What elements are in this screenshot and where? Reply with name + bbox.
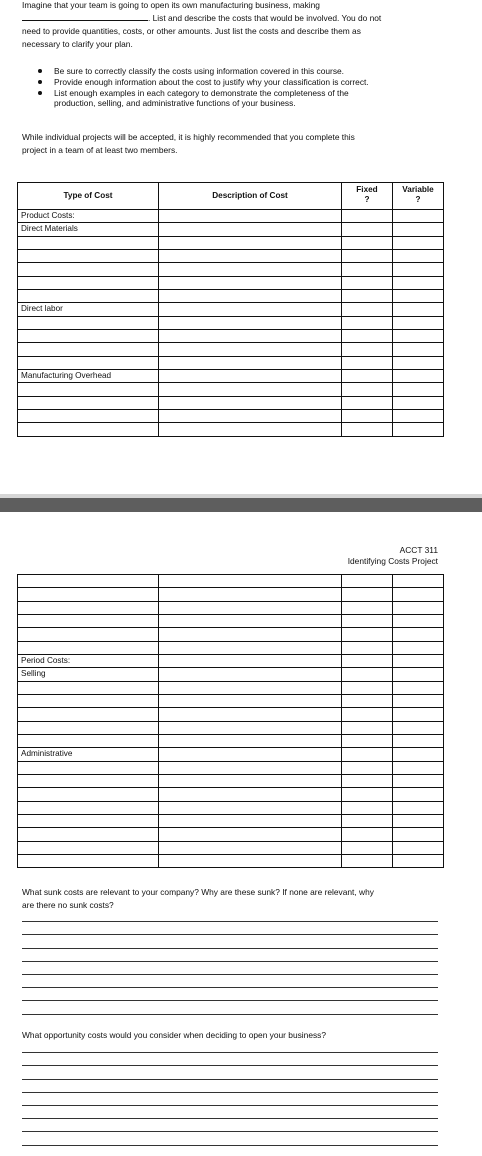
description-cell[interactable] [159, 588, 342, 601]
variable-cell[interactable] [393, 722, 444, 735]
variable-cell[interactable] [393, 802, 444, 815]
type-cell[interactable] [18, 290, 159, 303]
course-code: ACCT 311 [399, 545, 438, 555]
variable-cell[interactable] [393, 762, 444, 775]
description-cell[interactable] [159, 210, 342, 223]
table-row [18, 290, 444, 303]
opportunity-question: What opportunity costs would you consider when deciding to open your business? [22, 1030, 327, 1040]
fixed-cell[interactable] [342, 802, 393, 815]
type-cell[interactable] [18, 735, 159, 748]
header-variable: Variable ? [393, 183, 444, 210]
fixed-cell[interactable] [342, 828, 393, 841]
bullet-item: List enough examples in each category to demonstrate the completeness of the production, selling, and administrative functions of your business. [36, 88, 436, 108]
bullet-item: Provide enough information about the cost to justify why your classification is correct. [36, 77, 436, 87]
header-type-of-cost: Type of Cost [18, 183, 159, 210]
fixed-cell[interactable] [342, 423, 393, 436]
answer-line[interactable] [22, 935, 438, 948]
description-cell[interactable] [159, 628, 342, 641]
description-cell[interactable] [159, 277, 342, 290]
variable-cell[interactable] [393, 628, 444, 641]
table-row [18, 397, 444, 410]
description-cell[interactable] [159, 735, 342, 748]
type-cell[interactable] [18, 575, 159, 588]
type-cell[interactable] [18, 263, 159, 276]
intro-line-4: necessary to clarify your plan. [22, 39, 133, 49]
table-row [18, 842, 444, 855]
fixed-cell[interactable] [342, 655, 393, 668]
type-cell[interactable] [18, 815, 159, 828]
variable-cell[interactable] [393, 655, 444, 668]
answer-line[interactable] [22, 988, 438, 1001]
table-row [18, 788, 444, 801]
table-row [18, 330, 444, 343]
fixed-cell[interactable] [342, 615, 393, 628]
variable-cell[interactable] [393, 615, 444, 628]
answer-line[interactable] [22, 962, 438, 975]
table-row [18, 303, 444, 316]
variable-cell[interactable] [393, 828, 444, 841]
table-row [18, 682, 444, 695]
fixed-cell[interactable] [342, 602, 393, 615]
fixed-cell[interactable] [342, 330, 393, 343]
description-cell[interactable] [159, 615, 342, 628]
header-description: Description of Cost [159, 183, 342, 210]
blank-line[interactable] [22, 13, 148, 21]
type-cell[interactable] [18, 628, 159, 641]
cost-table-page-1 [17, 182, 444, 437]
description-cell[interactable] [159, 668, 342, 681]
description-cell[interactable] [159, 383, 342, 396]
variable-cell[interactable] [393, 575, 444, 588]
table-row [18, 748, 444, 761]
table-row [18, 615, 444, 628]
row-label: Product Costs: [18, 210, 159, 223]
intro-line-2 [22, 13, 381, 23]
description-cell[interactable] [159, 855, 342, 868]
opportunity-answer-lines[interactable] [22, 1040, 438, 1146]
description-cell[interactable] [159, 748, 342, 761]
answer-line[interactable] [22, 922, 438, 935]
fixed-cell[interactable] [342, 370, 393, 383]
description-cell[interactable] [159, 762, 342, 775]
description-cell[interactable] [159, 775, 342, 788]
team-note-line-1: While individual projects will be accepted, it is highly recommended that you complete this [22, 132, 355, 142]
fixed-cell[interactable] [342, 775, 393, 788]
intro-line-2-text: . List and describe the costs that would be involved. You do not [148, 13, 382, 23]
fixed-cell[interactable] [342, 762, 393, 775]
type-cell[interactable] [18, 357, 159, 370]
table-row [18, 210, 444, 223]
description-cell[interactable] [159, 330, 342, 343]
header-fixed: Fixed ? [342, 183, 393, 210]
page-break-divider [0, 498, 482, 512]
row-label: Selling [18, 668, 159, 681]
type-cell[interactable] [18, 397, 159, 410]
table-row [18, 277, 444, 290]
row-label: Direct Materials [18, 223, 159, 236]
description-cell[interactable] [159, 655, 342, 668]
team-note-line-2: project in a team of at least two members. [22, 145, 178, 155]
description-cell[interactable] [159, 223, 342, 236]
table-row [18, 655, 444, 668]
table-row [18, 370, 444, 383]
fixed-cell[interactable] [342, 383, 393, 396]
table-row [18, 223, 444, 236]
table-row [18, 588, 444, 601]
description-cell[interactable] [159, 802, 342, 815]
type-cell[interactable] [18, 343, 159, 356]
table-row [18, 343, 444, 356]
variable-cell[interactable] [393, 695, 444, 708]
table-row [18, 695, 444, 708]
table-header-row [18, 183, 444, 210]
description-cell[interactable] [159, 290, 342, 303]
fixed-cell[interactable] [342, 303, 393, 316]
description-cell[interactable] [159, 410, 342, 423]
answer-line[interactable] [22, 909, 438, 922]
variable-cell[interactable] [393, 370, 444, 383]
description-cell[interactable] [159, 682, 342, 695]
variable-cell[interactable] [393, 357, 444, 370]
type-cell[interactable] [18, 250, 159, 263]
description-cell[interactable] [159, 357, 342, 370]
fixed-cell[interactable] [342, 343, 393, 356]
answer-line[interactable] [22, 1119, 438, 1132]
answer-line[interactable] [22, 1040, 438, 1053]
type-cell[interactable] [18, 695, 159, 708]
description-cell[interactable] [159, 423, 342, 436]
bullet-icon [38, 91, 42, 95]
type-cell[interactable] [18, 708, 159, 721]
type-cell[interactable] [18, 788, 159, 801]
table-row [18, 250, 444, 263]
variable-cell[interactable] [393, 682, 444, 695]
type-cell[interactable] [18, 828, 159, 841]
table-row [18, 762, 444, 775]
sunk-question-line-1: What sunk costs are relevant to your company? Why are these sunk? If none are relevant, why [22, 887, 374, 897]
table-row [18, 735, 444, 748]
description-cell[interactable] [159, 815, 342, 828]
variable-cell[interactable] [393, 423, 444, 436]
fixed-cell[interactable] [342, 250, 393, 263]
fixed-cell[interactable] [342, 628, 393, 641]
fixed-cell[interactable] [342, 237, 393, 250]
variable-cell[interactable] [393, 303, 444, 316]
variable-cell[interactable] [393, 788, 444, 801]
type-cell[interactable] [18, 330, 159, 343]
variable-cell[interactable] [393, 735, 444, 748]
description-cell[interactable] [159, 343, 342, 356]
table-row [18, 668, 444, 681]
variable-cell[interactable] [393, 410, 444, 423]
description-cell[interactable] [159, 828, 342, 841]
answer-line[interactable] [22, 1132, 438, 1145]
fixed-cell[interactable] [342, 842, 393, 855]
variable-cell[interactable] [393, 588, 444, 601]
cost-table-page-2 [17, 574, 444, 868]
row-label: Manufacturing Overhead [18, 370, 159, 383]
fixed-cell[interactable] [342, 788, 393, 801]
type-cell[interactable] [18, 682, 159, 695]
description-cell[interactable] [159, 317, 342, 330]
table-row [18, 815, 444, 828]
answer-line[interactable] [22, 1093, 438, 1106]
fixed-cell[interactable] [342, 695, 393, 708]
fixed-cell[interactable] [342, 223, 393, 236]
table-row [18, 263, 444, 276]
type-cell[interactable] [18, 722, 159, 735]
fixed-cell[interactable] [342, 277, 393, 290]
instruction-bullets [36, 66, 436, 109]
type-cell[interactable] [18, 842, 159, 855]
table-row [18, 642, 444, 655]
fixed-cell[interactable] [342, 210, 393, 223]
variable-cell[interactable] [393, 668, 444, 681]
variable-cell[interactable] [393, 237, 444, 250]
table-row [18, 383, 444, 396]
type-cell[interactable] [18, 383, 159, 396]
fixed-cell[interactable] [342, 735, 393, 748]
type-cell[interactable] [18, 237, 159, 250]
table-row [18, 357, 444, 370]
description-cell[interactable] [159, 788, 342, 801]
answer-line[interactable] [22, 1053, 438, 1066]
table-row [18, 802, 444, 815]
type-cell[interactable] [18, 423, 159, 436]
intro-line-3: need to provide quantities, costs, or other amounts. Just list the costs and describe them as [22, 26, 361, 36]
description-cell[interactable] [159, 602, 342, 615]
table-row [18, 410, 444, 423]
fixed-cell[interactable] [342, 357, 393, 370]
type-cell[interactable] [18, 410, 159, 423]
variable-cell[interactable] [393, 855, 444, 868]
table-row [18, 602, 444, 615]
bullet-icon [38, 69, 42, 73]
type-cell[interactable] [18, 317, 159, 330]
fixed-cell[interactable] [342, 290, 393, 303]
variable-cell[interactable] [393, 602, 444, 615]
description-cell[interactable] [159, 722, 342, 735]
table-row [18, 775, 444, 788]
sunk-answer-lines[interactable] [22, 909, 438, 1015]
variable-cell[interactable] [393, 775, 444, 788]
fixed-cell[interactable] [342, 588, 393, 601]
fixed-cell[interactable] [342, 668, 393, 681]
description-cell[interactable] [159, 575, 342, 588]
variable-cell[interactable] [393, 263, 444, 276]
answer-line[interactable] [22, 1066, 438, 1079]
fixed-cell[interactable] [342, 642, 393, 655]
description-cell[interactable] [159, 370, 342, 383]
project-title: Identifying Costs Project [347, 556, 438, 567]
table-row [18, 855, 444, 868]
fixed-cell[interactable] [342, 855, 393, 868]
type-cell[interactable] [18, 642, 159, 655]
table-row [18, 628, 444, 641]
answer-line[interactable] [22, 975, 438, 988]
variable-cell[interactable] [393, 383, 444, 396]
row-label: Direct labor [18, 303, 159, 316]
table-row [18, 237, 444, 250]
fixed-cell[interactable] [342, 397, 393, 410]
table-row [18, 708, 444, 721]
fixed-cell[interactable] [342, 815, 393, 828]
fixed-cell[interactable] [342, 722, 393, 735]
table-row [18, 317, 444, 330]
type-cell[interactable] [18, 762, 159, 775]
variable-cell[interactable] [393, 210, 444, 223]
variable-cell[interactable] [393, 708, 444, 721]
variable-cell[interactable] [393, 330, 444, 343]
type-cell[interactable] [18, 855, 159, 868]
page-2-header [348, 545, 438, 566]
fixed-cell[interactable] [342, 263, 393, 276]
variable-cell[interactable] [393, 397, 444, 410]
variable-cell[interactable] [393, 343, 444, 356]
answer-line[interactable] [22, 1080, 438, 1093]
type-cell[interactable] [18, 602, 159, 615]
type-cell[interactable] [18, 615, 159, 628]
description-cell[interactable] [159, 263, 342, 276]
description-cell[interactable] [159, 237, 342, 250]
type-cell[interactable] [18, 802, 159, 815]
variable-cell[interactable] [393, 290, 444, 303]
table-row [18, 828, 444, 841]
variable-cell[interactable] [393, 642, 444, 655]
description-cell[interactable] [159, 303, 342, 316]
variable-cell[interactable] [393, 223, 444, 236]
table-row [18, 722, 444, 735]
type-cell[interactable] [18, 775, 159, 788]
answer-line[interactable] [22, 949, 438, 962]
sunk-question-line-2: are there no sunk costs? [22, 900, 114, 910]
fixed-cell[interactable] [342, 682, 393, 695]
variable-cell[interactable] [393, 842, 444, 855]
intro-line-1: Imagine that your team is going to open its own manufacturing business, making [22, 0, 320, 10]
answer-line[interactable] [22, 1001, 438, 1014]
variable-cell[interactable] [393, 815, 444, 828]
row-label: Period Costs: [18, 655, 159, 668]
type-cell[interactable] [18, 277, 159, 290]
variable-cell[interactable] [393, 317, 444, 330]
variable-cell[interactable] [393, 748, 444, 761]
bullet-icon [38, 80, 42, 84]
description-cell[interactable] [159, 397, 342, 410]
table-row [18, 423, 444, 436]
fixed-cell[interactable] [342, 410, 393, 423]
description-cell[interactable] [159, 250, 342, 263]
fixed-cell[interactable] [342, 708, 393, 721]
type-cell[interactable] [18, 588, 159, 601]
fixed-cell[interactable] [342, 748, 393, 761]
fixed-cell[interactable] [342, 575, 393, 588]
table-row [18, 575, 444, 588]
variable-cell[interactable] [393, 277, 444, 290]
row-label: Administrative [18, 748, 159, 761]
bullet-item: Be sure to correctly classify the costs using information covered in this course. [36, 66, 436, 76]
description-cell[interactable] [159, 708, 342, 721]
description-cell[interactable] [159, 642, 342, 655]
fixed-cell[interactable] [342, 317, 393, 330]
answer-line[interactable] [22, 1106, 438, 1119]
description-cell[interactable] [159, 842, 342, 855]
variable-cell[interactable] [393, 250, 444, 263]
description-cell[interactable] [159, 695, 342, 708]
